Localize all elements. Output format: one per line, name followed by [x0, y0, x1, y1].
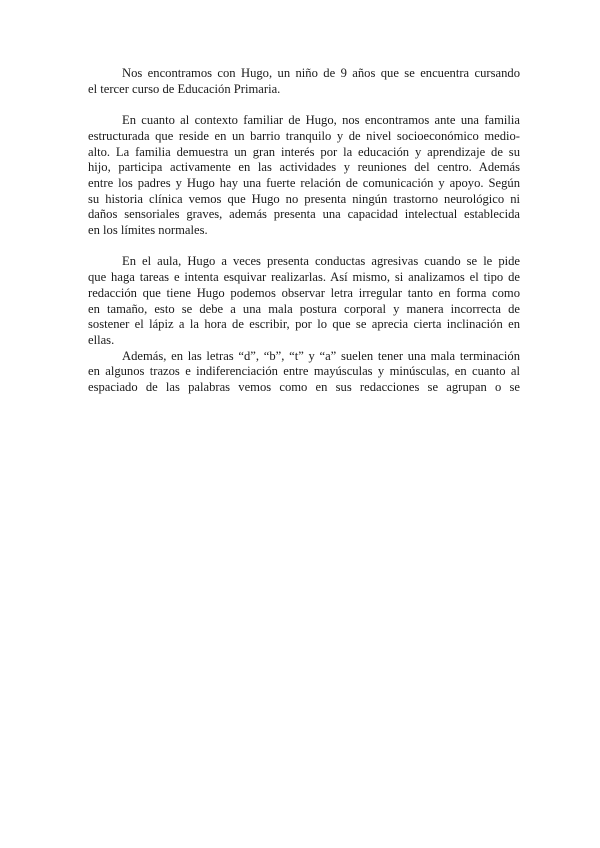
text-line: su historia clínica vemos que Hugo no presenta ningún trastorno neurológico ni: [88, 191, 520, 206]
text-line: entre los padres y Hugo hay una fuerte relación de comunicación y apoyo. Según: [88, 175, 520, 190]
text-line: en tamaño, esto se debe a una mala postura corporal y manera incorrecta de: [88, 301, 520, 316]
text-line: Nos encontramos con Hugo, un niño de 9 años que se encuentra cursando: [122, 66, 520, 80]
text-line: en los límites normales.: [88, 223, 208, 238]
document-body: [88, 66, 520, 396]
paragraph-intro: [88, 66, 520, 97]
text-line: En cuanto al contexto familiar de Hugo, nos encontramos ante una familia: [122, 113, 520, 128]
text-line: alto. La familia demuestra un gran interés por la educación y aprendizaje de su: [88, 144, 520, 159]
text-line: estructurada que reside en un barrio tranquilo y de nivel socioeconómico medio-: [88, 128, 520, 143]
paragraph-letter-formation: [88, 349, 520, 396]
text-line: daños sensoriales graves, además presenta una capacidad intelectual establecida: [88, 207, 520, 222]
text-line: sostener el lápiz a la hora de escribir, por lo que se aprecia cierta inclinación en: [88, 317, 520, 332]
text-line: ellas.: [88, 332, 115, 347]
paragraph-family-context: [88, 113, 520, 239]
paragraph-classroom-behavior: [88, 254, 520, 348]
text-line: el tercer curso de Educación Primaria.: [88, 81, 281, 96]
text-line: Además, en las letras “d”, “b”, “t” y “a” suelen tener una mala terminación: [122, 348, 520, 363]
text-line: redacción que tiene Hugo podemos observar letra irregular tanto en forma como: [88, 285, 520, 300]
text-line: En el aula, Hugo a veces presenta conductas agresivas cuando se le pide: [122, 254, 520, 269]
text-line: espaciado de las palabras vemos como en sus redacciones se agrupan o se: [88, 380, 520, 395]
text-line: en algunos trazos e indiferenciación entre mayúsculas y minúsculas, en cuanto al: [88, 364, 520, 379]
text-line: hijo, participa activamente en las actividades y reuniones del centro. Además: [88, 160, 520, 175]
text-line: que haga tareas e intenta esquivar realizarlas. Así mismo, si analizamos el tipo de: [88, 270, 520, 285]
